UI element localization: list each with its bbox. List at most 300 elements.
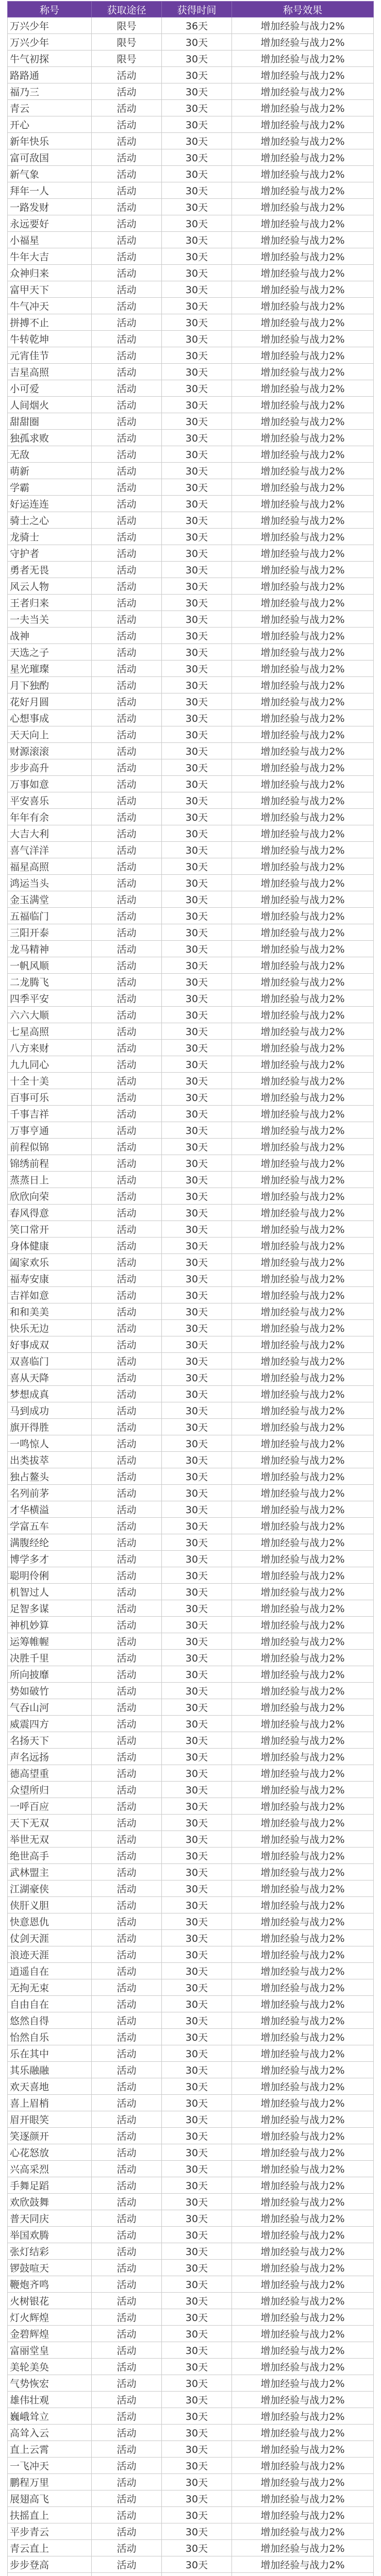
cell-effect: 增加经验与战力2% <box>232 133 374 149</box>
cell-title: 二龙腾飞 <box>8 974 92 990</box>
cell-duration: 30天 <box>162 1666 232 1683</box>
table-row <box>8 331 374 347</box>
table-row <box>8 858 374 875</box>
cell-duration: 30天 <box>162 364 232 380</box>
cell-source: 活动 <box>92 2507 162 2523</box>
cell-effect: 增加经验与战力2% <box>232 1633 374 1650</box>
cell-source: 活动 <box>92 1567 162 1584</box>
table-row <box>8 1534 374 1551</box>
table-row <box>8 974 374 990</box>
table-row <box>8 2095 374 2111</box>
table-row <box>8 463 374 479</box>
cell-duration: 30天 <box>162 100 232 116</box>
cell-title: 十全十美 <box>8 1073 92 1089</box>
cell-source: 活动 <box>92 182 162 199</box>
cell-source: 活动 <box>92 2161 162 2177</box>
cell-duration: 30天 <box>162 199 232 215</box>
cell-source: 活动 <box>92 1534 162 1551</box>
cell-source: 活动 <box>92 1369 162 1386</box>
table-row <box>8 1172 374 1188</box>
cell-source: 活动 <box>92 1023 162 1040</box>
cell-duration: 30天 <box>162 660 232 677</box>
table-row <box>8 2507 374 2523</box>
cell-source: 限号 <box>92 34 162 50</box>
cell-effect: 增加经验与战力2% <box>232 1749 374 1765</box>
table-row <box>8 281 374 298</box>
cell-title: 龙马精神 <box>8 941 92 957</box>
cell-duration: 30天 <box>162 2293 232 2309</box>
cell-source: 活动 <box>92 1419 162 1435</box>
cell-source: 活动 <box>92 957 162 974</box>
cell-effect: 增加经验与战力2% <box>232 792 374 809</box>
cell-source: 活动 <box>92 941 162 957</box>
cell-title: 甜甜圈 <box>8 413 92 430</box>
cell-title: 博学多才 <box>8 1551 92 1567</box>
cell-duration: 30天 <box>162 298 232 314</box>
cell-duration: 36天 <box>162 18 232 34</box>
cell-duration: 30天 <box>162 825 232 842</box>
cell-title: 机智过人 <box>8 1584 92 1600</box>
table-row <box>8 1600 374 1617</box>
cell-effect: 增加经验与战力2% <box>232 858 374 875</box>
cell-effect: 增加经验与战力2% <box>232 430 374 446</box>
cell-effect: 增加经验与战力2% <box>232 1913 374 1930</box>
cell-duration: 30天 <box>162 2309 232 2326</box>
table-row <box>8 1073 374 1089</box>
cell-title: 牛气初探 <box>8 50 92 67</box>
cell-source: 活动 <box>92 2029 162 2045</box>
cell-source: 活动 <box>92 1172 162 1188</box>
table-row <box>8 1716 374 1732</box>
cell-title: 心想事成 <box>8 710 92 726</box>
table-row <box>8 2111 374 2128</box>
cell-title: 龙骑士 <box>8 529 92 545</box>
cell-effect: 增加经验与战力2% <box>232 644 374 660</box>
cell-duration: 30天 <box>162 2078 232 2095</box>
cell-duration: 30天 <box>162 1880 232 1897</box>
table-row <box>8 100 374 116</box>
cell-title: 福星高照 <box>8 858 92 875</box>
cell-duration: 30天 <box>162 331 232 347</box>
cell-duration: 30天 <box>162 2556 232 2573</box>
cell-source: 活动 <box>92 2194 162 2210</box>
cell-title: 身体健康 <box>8 1238 92 1254</box>
cell-duration: 30天 <box>162 1782 232 1798</box>
cell-title: 直上云霄 <box>8 2441 92 2458</box>
table-row <box>8 265 374 281</box>
cell-effect: 增加经验与战力2% <box>232 2441 374 2458</box>
cell-effect: 增加经验与战力2% <box>232 2326 374 2342</box>
cell-effect: 增加经验与战力2% <box>232 1996 374 2012</box>
cell-source: 活动 <box>92 1880 162 1897</box>
title-table <box>7 1 374 2576</box>
cell-duration: 30天 <box>162 1946 232 1963</box>
cell-title: 五福临门 <box>8 908 92 924</box>
cell-duration: 30天 <box>162 957 232 974</box>
table-row <box>8 446 374 463</box>
cell-duration: 30天 <box>162 1600 232 1617</box>
cell-source: 活动 <box>92 2342 162 2359</box>
cell-duration: 30天 <box>162 1369 232 1386</box>
cell-source: 活动 <box>92 1913 162 1930</box>
cell-duration: 30天 <box>162 1238 232 1254</box>
cell-title: 鞭炮齐鸣 <box>8 2276 92 2293</box>
cell-effect: 增加经验与战力2% <box>232 726 374 743</box>
cell-effect: 增加经验与战力2% <box>232 2045 374 2062</box>
table-row <box>8 2293 374 2309</box>
cell-duration: 30天 <box>162 2342 232 2359</box>
cell-duration: 30天 <box>162 545 232 562</box>
cell-effect: 增加经验与战力2% <box>232 2474 374 2490</box>
cell-source: 活动 <box>92 248 162 265</box>
cell-effect: 增加经验与战力2% <box>232 545 374 562</box>
cell-source: 活动 <box>92 545 162 562</box>
header-effect: 称号效果 <box>232 2 374 18</box>
cell-source: 活动 <box>92 2359 162 2375</box>
cell-duration: 30天 <box>162 2359 232 2375</box>
table-row <box>8 182 374 199</box>
table-row <box>8 595 374 611</box>
cell-duration: 30天 <box>162 2392 232 2408</box>
cell-duration: 30天 <box>162 2177 232 2194</box>
cell-effect: 增加经验与战力2% <box>232 743 374 759</box>
cell-duration: 30天 <box>162 67 232 83</box>
table-row <box>8 1106 374 1122</box>
cell-source: 活动 <box>92 1584 162 1600</box>
cell-title: 绝世高手 <box>8 1848 92 1864</box>
table-row <box>8 957 374 974</box>
cell-effect: 增加经验与战力2% <box>232 1254 374 1270</box>
cell-effect: 增加经验与战力2% <box>232 512 374 529</box>
cell-title: 王者归来 <box>8 595 92 611</box>
table-row <box>8 1336 374 1353</box>
cell-effect: 增加经验与战力2% <box>232 1501 374 1518</box>
cell-duration: 30天 <box>162 1303 232 1320</box>
cell-title: 浪迹天涯 <box>8 1946 92 1963</box>
table-row <box>8 347 374 364</box>
table-row <box>8 2342 374 2359</box>
cell-duration: 30天 <box>162 1567 232 1584</box>
cell-effect: 增加经验与战力2% <box>232 463 374 479</box>
cell-duration: 30天 <box>162 281 232 298</box>
cell-effect: 增加经验与战力2% <box>232 1485 374 1501</box>
table-row <box>8 83 374 100</box>
cell-effect: 增加经验与战力2% <box>232 809 374 825</box>
cell-source: 活动 <box>92 2293 162 2309</box>
cell-duration: 30天 <box>162 1468 232 1485</box>
cell-title: 众望所归 <box>8 1782 92 1798</box>
cell-source: 活动 <box>92 1221 162 1238</box>
cell-duration: 30天 <box>162 380 232 397</box>
cell-title: 平安喜乐 <box>8 792 92 809</box>
cell-effect: 增加经验与战力2% <box>232 2177 374 2194</box>
cell-title: 万事亨通 <box>8 1122 92 1139</box>
cell-title: 萌新 <box>8 463 92 479</box>
cell-source: 活动 <box>92 875 162 891</box>
cell-duration: 30天 <box>162 2227 232 2243</box>
cell-effect: 增加经验与战力2% <box>232 2375 374 2392</box>
table-row <box>8 1749 374 1765</box>
cell-source: 活动 <box>92 298 162 314</box>
cell-duration: 30天 <box>162 1386 232 1402</box>
cell-effect: 增加经验与战力2% <box>232 1155 374 1172</box>
cell-title: 才华横溢 <box>8 1501 92 1518</box>
table-row <box>8 2128 374 2144</box>
cell-title: 普天同庆 <box>8 2210 92 2227</box>
cell-duration: 30天 <box>162 314 232 331</box>
cell-title: 一鸣惊人 <box>8 1435 92 1452</box>
cell-source: 活动 <box>92 1699 162 1716</box>
table-row <box>8 380 374 397</box>
cell-source: 活动 <box>92 364 162 380</box>
cell-duration: 30天 <box>162 215 232 232</box>
cell-effect: 增加经验与战力2% <box>232 67 374 83</box>
cell-duration: 30天 <box>162 50 232 67</box>
cell-title: 兴高采烈 <box>8 2161 92 2177</box>
cell-source: 活动 <box>92 2474 162 2490</box>
cell-source: 活动 <box>92 677 162 693</box>
cell-effect: 增加经验与战力2% <box>232 116 374 133</box>
cell-effect: 增加经验与战力2% <box>232 611 374 628</box>
cell-source: 活动 <box>92 199 162 215</box>
table-row <box>8 743 374 759</box>
cell-effect: 增加经验与战力2% <box>232 2309 374 2326</box>
table-row <box>8 1188 374 1205</box>
cell-title: 威震四方 <box>8 1716 92 1732</box>
cell-source: 活动 <box>92 2062 162 2078</box>
cell-duration: 30天 <box>162 2326 232 2342</box>
cell-source: 活动 <box>92 858 162 875</box>
cell-effect: 增加经验与战力2% <box>232 660 374 677</box>
cell-title: 悠然自得 <box>8 2012 92 2029</box>
cell-title: 拜年一人 <box>8 182 92 199</box>
cell-duration: 30天 <box>162 2062 232 2078</box>
cell-title: 万兴少年 <box>8 18 92 34</box>
cell-effect: 增加经验与战力2% <box>232 2111 374 2128</box>
cell-title: 无敌 <box>8 446 92 463</box>
cell-duration: 30天 <box>162 562 232 578</box>
cell-source: 活动 <box>92 660 162 677</box>
cell-duration: 30天 <box>162 924 232 941</box>
cell-duration: 30天 <box>162 2243 232 2260</box>
cell-duration: 30天 <box>162 2012 232 2029</box>
cell-duration: 30天 <box>162 1617 232 1633</box>
cell-title: 风云人物 <box>8 578 92 595</box>
cell-effect: 增加经验与战力2% <box>232 957 374 974</box>
cell-effect: 增加经验与战力2% <box>232 693 374 710</box>
cell-title: 足智多谋 <box>8 1600 92 1617</box>
cell-title: 势如破竹 <box>8 1683 92 1699</box>
cell-title: 江湖豪侠 <box>8 1880 92 1897</box>
table-row <box>8 759 374 776</box>
table-row <box>8 479 374 496</box>
cell-title: 好运连连 <box>8 496 92 512</box>
cell-effect: 增加经验与战力2% <box>232 1798 374 1815</box>
cell-title: 无拘无束 <box>8 1979 92 1996</box>
cell-duration: 30天 <box>162 2507 232 2523</box>
cell-duration: 30天 <box>162 1419 232 1435</box>
table-row <box>8 545 374 562</box>
cell-source <box>92 2573 162 2576</box>
cell-source: 活动 <box>92 1979 162 1996</box>
table-row <box>8 2276 374 2293</box>
cell-effect: 增加经验与战力2% <box>232 298 374 314</box>
cell-title: 步步登高 <box>8 2556 92 2573</box>
cell-source: 活动 <box>92 512 162 529</box>
cell-title: 步步高升 <box>8 759 92 776</box>
cell-title: 一飞冲天 <box>8 2458 92 2474</box>
cell-title: 逍遥自在 <box>8 1963 92 1979</box>
table-row <box>8 1221 374 1238</box>
cell-source: 活动 <box>92 628 162 644</box>
table-row <box>8 512 374 529</box>
cell-source: 活动 <box>92 1320 162 1336</box>
table-row <box>8 1765 374 1782</box>
cell-effect: 增加经验与战力2% <box>232 2227 374 2243</box>
cell-duration: 30天 <box>162 1254 232 1270</box>
cell-effect: 增加经验与战力2% <box>232 232 374 248</box>
cell-effect: 增加经验与战力2% <box>232 215 374 232</box>
cell-duration: 30天 <box>162 1699 232 1716</box>
cell-source: 活动 <box>92 611 162 628</box>
cell-effect: 增加经验与战力2% <box>232 413 374 430</box>
cell-duration: 30天 <box>162 1353 232 1369</box>
table-row <box>8 2309 374 2326</box>
cell-source: 活动 <box>92 1732 162 1749</box>
cell-effect: 增加经验与战力2% <box>232 1452 374 1468</box>
table-row <box>8 1386 374 1402</box>
table-row <box>8 2573 374 2576</box>
table-row <box>8 1567 374 1584</box>
cell-duration: 30天 <box>162 1732 232 1749</box>
table-row <box>8 677 374 693</box>
table-row <box>8 34 374 50</box>
cell-title: 九九同心 <box>8 1056 92 1073</box>
table-row <box>8 248 374 265</box>
cell-duration: 30天 <box>162 1205 232 1221</box>
cell-title: 满腹经纶 <box>8 1534 92 1551</box>
cell-effect: 增加经验与战力2% <box>232 1353 374 1369</box>
cell-source: 活动 <box>92 1139 162 1155</box>
table-row <box>8 1485 374 1501</box>
cell-title: 乐在其中 <box>8 2045 92 2062</box>
header-source: 获取途径 <box>92 2 162 18</box>
cell-duration: 30天 <box>162 2095 232 2111</box>
cell-source: 活动 <box>92 133 162 149</box>
cell-title: 富可敌国 <box>8 149 92 166</box>
table-row <box>8 2045 374 2062</box>
cell-effect: 增加经验与战力2% <box>232 1089 374 1106</box>
cell-source: 活动 <box>92 1485 162 1501</box>
table-row <box>8 2375 374 2392</box>
cell-title: 天下无双 <box>8 1815 92 1831</box>
cell-title: 欢天喜地 <box>8 2078 92 2095</box>
cell-duration: 30天 <box>162 1930 232 1946</box>
cell-effect: 增加经验与战力2% <box>232 2260 374 2276</box>
table-row <box>8 710 374 726</box>
cell-duration: 30天 <box>162 1683 232 1699</box>
cell-title: 快意恩仇 <box>8 1913 92 1930</box>
cell-effect: 增加经验与战力2% <box>232 1287 374 1303</box>
cell-source: 活动 <box>92 2276 162 2293</box>
cell-title: 气势恢宏 <box>8 2375 92 2392</box>
table-row <box>8 2227 374 2243</box>
cell-source: 活动 <box>92 2111 162 2128</box>
cell-title: 蒸蒸日上 <box>8 1172 92 1188</box>
cell-effect: 增加经验与战力2% <box>232 990 374 1007</box>
cell-duration: 30天 <box>162 1221 232 1238</box>
cell-effect: 增加经验与战力2% <box>232 2194 374 2210</box>
cell-duration: 30天 <box>162 116 232 133</box>
cell-duration: 30天 <box>162 1287 232 1303</box>
cell-source: 活动 <box>92 726 162 743</box>
cell-title: 气吞山河 <box>8 1699 92 1716</box>
cell-source: 活动 <box>92 1122 162 1139</box>
cell-source: 活动 <box>92 2227 162 2243</box>
cell-effect: 增加经验与战力2% <box>232 578 374 595</box>
cell-title: 梦想成真 <box>8 1386 92 1402</box>
cell-effect: 增加经验与战力2% <box>232 1864 374 1880</box>
cell-effect: 增加经验与战力2% <box>232 1221 374 1238</box>
cell-effect: 增加经验与战力2% <box>232 314 374 331</box>
cell-duration: 30天 <box>162 2458 232 2474</box>
cell-effect: 增加经验与战力2% <box>232 397 374 413</box>
cell-source: 活动 <box>92 2540 162 2556</box>
table-row <box>8 149 374 166</box>
cell-source: 活动 <box>92 2243 162 2260</box>
cell-effect <box>232 2573 374 2576</box>
cell-title: 其乐融融 <box>8 2062 92 2078</box>
cell-title: 战神 <box>8 628 92 644</box>
cell-effect: 增加经验与战力2% <box>232 1402 374 1419</box>
cell-duration: 30天 <box>162 1815 232 1831</box>
cell-duration: 30天 <box>162 529 232 545</box>
cell-title: 德高望重 <box>8 1765 92 1782</box>
cell-title: 展翅高飞 <box>8 2490 92 2507</box>
cell-effect: 增加经验与战力2% <box>232 1106 374 1122</box>
table-row <box>8 1205 374 1221</box>
cell-duration <box>162 2573 232 2576</box>
cell-duration: 30天 <box>162 891 232 908</box>
cell-duration: 30天 <box>162 2029 232 2045</box>
cell-duration: 30天 <box>162 1435 232 1452</box>
cell-duration: 30天 <box>162 2210 232 2227</box>
cell-effect: 增加经验与战力2% <box>232 2556 374 2573</box>
cell-title: 牛转乾坤 <box>8 331 92 347</box>
cell-duration: 30天 <box>162 578 232 595</box>
cell-title: 永远要好 <box>8 215 92 232</box>
cell-source: 活动 <box>92 1946 162 1963</box>
cell-duration: 30天 <box>162 2276 232 2293</box>
cell-duration: 30天 <box>162 1749 232 1765</box>
cell-duration: 30天 <box>162 463 232 479</box>
table-row <box>8 1501 374 1518</box>
cell-duration: 30天 <box>162 875 232 891</box>
cell-effect: 增加经验与战力2% <box>232 2210 374 2227</box>
cell-duration: 30天 <box>162 858 232 875</box>
cell-title: 怡然自乐 <box>8 2029 92 2045</box>
cell-title: 巍峨耸立 <box>8 2408 92 2425</box>
cell-source: 活动 <box>92 1716 162 1732</box>
table-row <box>8 1303 374 1320</box>
cell-source: 活动 <box>92 693 162 710</box>
cell-effect: 增加经验与战力2% <box>232 2490 374 2507</box>
cell-effect: 增加经验与战力2% <box>232 529 374 545</box>
cell-duration: 30天 <box>162 1963 232 1979</box>
cell-title: 万事如意 <box>8 776 92 792</box>
table-row <box>8 1419 374 1435</box>
cell-title: 欢欣鼓舞 <box>8 2194 92 2210</box>
